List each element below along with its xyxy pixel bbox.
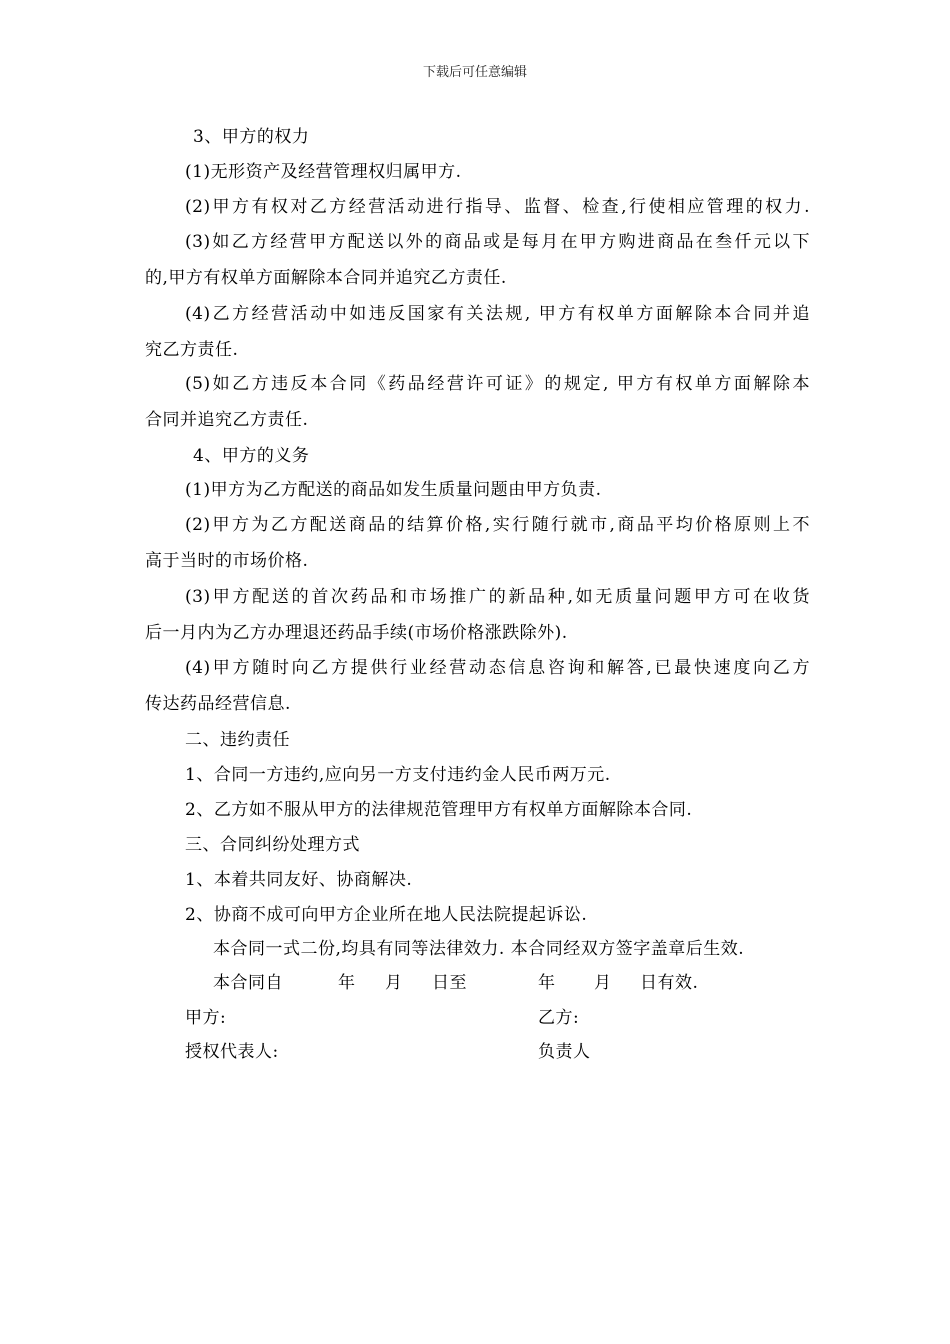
- clause-line: 后一月内为乙方办理退还药品手续(市场价格涨跌除外).: [145, 623, 568, 643]
- clause-line: (3)如乙方经营甲方配送以外的商品或是每月在甲方购进商品在叁仟元以下: [185, 232, 810, 252]
- authorized-representative-label: 授权代表人:: [185, 1042, 279, 1062]
- section-heading: 三、合同纠纷处理方式: [185, 835, 360, 855]
- section-heading: 4、甲方的义务: [193, 446, 310, 466]
- clause-line: (4)乙方经营活动中如违反国家有关法规, 甲方有权单方面解除本合同并追: [185, 304, 810, 324]
- clause-line: (2)甲方为乙方配送商品的结算价格,实行随行就市,商品平均价格原则上不: [185, 515, 810, 535]
- section-heading: 二、违约责任: [185, 730, 290, 750]
- section-heading: 3、甲方的权力: [193, 127, 310, 147]
- end-day-label: 日有效.: [640, 973, 699, 993]
- responsible-person-label: 负责人: [538, 1042, 591, 1062]
- end-year-label: 年: [538, 973, 556, 993]
- page-header-note: 下载后可任意编辑: [422, 65, 527, 80]
- party-a-label: 甲方:: [185, 1008, 227, 1028]
- clause-line: 2、协商不成可向甲方企业所在地人民法院提起诉讼.: [185, 905, 588, 925]
- clause-line: 究乙方责任.: [145, 340, 239, 360]
- party-b-label: 乙方:: [538, 1008, 580, 1028]
- clause-line: 高于当时的市场价格.: [145, 551, 309, 571]
- validity-label: 本合同自: [213, 973, 283, 993]
- clause-line: 本合同一式二份,均具有同等法律效力. 本合同经双方签字盖章后生效.: [213, 939, 745, 959]
- start-year-label: 年: [338, 973, 356, 993]
- clause-line: 1、本着共同友好、协商解决.: [185, 870, 413, 890]
- clause-line: 传达药品经营信息.: [145, 694, 291, 714]
- start-month-label: 月: [385, 973, 403, 993]
- end-month-label: 月: [594, 973, 612, 993]
- clause-line: 的,甲方有权单方面解除本合同并追究乙方责任.: [145, 268, 507, 288]
- clause-line: (2)甲方有权对乙方经营活动进行指导、监督、检查,行使相应管理的权力.: [185, 197, 810, 217]
- clause-line: (1)无形资产及经营管理权归属甲方.: [185, 162, 462, 182]
- clause-line: (4)甲方随时向乙方提供行业经营动态信息咨询和解答,已最快速度向乙方: [185, 658, 810, 678]
- start-day-label: 日至: [432, 973, 467, 993]
- clause-line: (3)甲方配送的首次药品和市场推广的新品种,如无质量问题甲方可在收货: [185, 587, 810, 607]
- clause-line: 2、乙方如不服从甲方的法律规范管理甲方有权单方面解除本合同.: [185, 800, 693, 820]
- clause-line: 合同并追究乙方责任.: [145, 410, 309, 430]
- clause-line: (1)甲方为乙方配送的商品如发生质量问题由甲方负责.: [185, 480, 602, 500]
- clause-line: (5)如乙方违反本合同《药品经营许可证》的规定, 甲方有权单方面解除本: [185, 374, 810, 394]
- clause-line: 1、合同一方违约,应向另一方支付违约金人民币两万元.: [185, 765, 611, 785]
